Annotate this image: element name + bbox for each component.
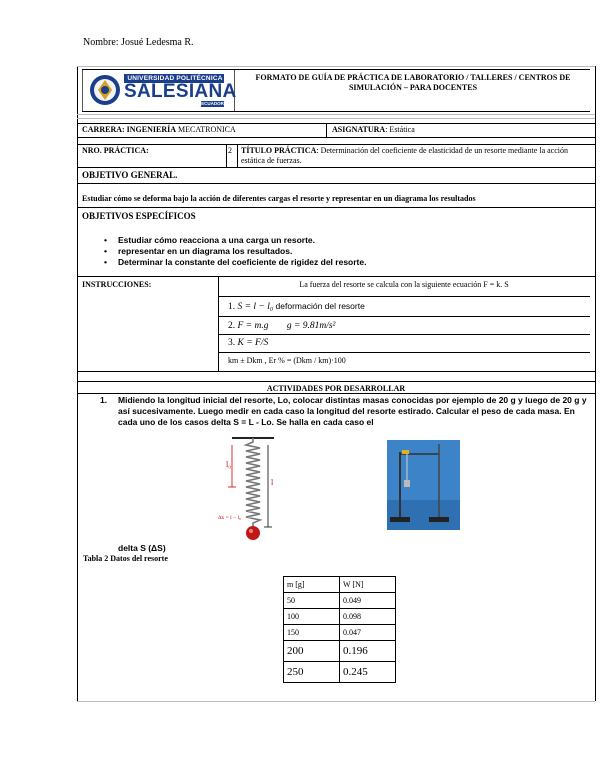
practica-top-line: [77, 144, 595, 145]
carrera-value: MECATRONICA: [176, 125, 236, 134]
carrera-top-line: [77, 123, 595, 124]
objetivos-especificos-label: OBJETIVOS ESPECÍFICOS: [82, 211, 196, 221]
titulo-practica: [241, 146, 589, 166]
actividades-top-line: [77, 381, 595, 382]
step-3-formula: K = F/S: [237, 338, 269, 348]
label-l0: l₀: [226, 460, 232, 469]
objetivo-general-label: OBJETIVO GENERAL.: [82, 170, 178, 180]
practica-bottom-line: [77, 167, 595, 168]
actividades-label: ACTIVIDADES POR DESARROLLAR: [266, 384, 406, 393]
step-1-note: deformación del resorte: [275, 301, 365, 311]
practica-divider-2: [237, 144, 238, 167]
instrucciones-bottom-line: [77, 371, 595, 372]
header-bottom-line: [82, 111, 590, 112]
nro-practica-value: 2: [228, 146, 232, 155]
step-line-4: [218, 352, 590, 353]
header-left-line: [82, 69, 83, 111]
step-3-num: 3.: [228, 338, 236, 348]
asignatura-label: ASIGNATURA: [332, 125, 386, 134]
table-cell-weight: 0.047: [340, 625, 396, 641]
step-1-formula: S = l − l₀: [237, 302, 274, 312]
objetivo-general-text: Estudiar cómo se deforma bajo la acción de diferentes cargas el resorte y representar en un diagrama los resultados: [82, 194, 476, 203]
table-row: [284, 625, 396, 641]
header-title: FORMATO DE GUÍA DE PRÁCTICA DE LABORATORIO / TALLERES / CENTROS DE SIMULACIÓN – PARA DOCENTES: [255, 73, 571, 92]
step-2-formula: F = m.g: [237, 321, 269, 331]
logo-main-text: SALESIANA: [124, 81, 237, 102]
table-cell-mass: 50: [284, 593, 340, 609]
step-line-2: [218, 316, 590, 317]
step-1-num: 1.: [228, 302, 236, 312]
outer-top-border: [77, 66, 595, 67]
lab-setup-photo: [387, 440, 460, 530]
carrera-label: CARRERA: INGENIERÍA: [82, 125, 177, 134]
titulo-label: TÍTULO PRÁCTICA: [241, 146, 317, 155]
step-line-3: [218, 334, 590, 335]
table-row: [284, 662, 396, 683]
instrucciones-intro: La fuerza del resorte se calcula con la siguiente ecuación F = k. S: [299, 280, 509, 289]
carrera-field: [82, 125, 236, 135]
table-cell-mass: 200: [284, 641, 340, 662]
table-cell-weight: 0.196: [340, 641, 396, 662]
carrera-divider: [326, 123, 327, 137]
titulo-value: : Determinación del coeficiente de elasticidad de un resorte mediante la acción estática de fuerzas.: [241, 146, 569, 165]
outer-bottom-border: [77, 701, 595, 702]
table-row: [284, 641, 396, 662]
table-caption: Tabla 2 Datos del resorte: [83, 554, 168, 563]
table-cell-mass: 100: [284, 609, 340, 625]
step-2-num: 2.: [228, 321, 236, 331]
table-row: [284, 609, 396, 625]
spring-data-table: [283, 576, 396, 683]
spring-diagram: [218, 435, 288, 545]
table-cell-weight: 0.098: [340, 609, 396, 625]
instruction-step-1: [228, 300, 365, 313]
objetivo-item: • Determinar la constante del coeficiente de rigidez del resorte.: [100, 257, 560, 268]
instrucciones-label: INSTRUCCIONES:: [82, 280, 152, 289]
table-cell-weight: 0.245: [340, 662, 396, 683]
table-row: [284, 593, 396, 609]
objetivo-general-bottom-line: [77, 207, 595, 208]
step-line-1: [218, 296, 590, 297]
actividad-number: 1.: [100, 395, 108, 405]
objetivo-item: • Estudiar cómo reacciona a una carga un resorte.: [100, 235, 560, 246]
actividades-label-line: [77, 393, 595, 394]
logo-sub-text: ECUADOR: [201, 101, 224, 106]
label-l: l: [271, 478, 274, 487]
spring-diagram-graphic: [218, 435, 288, 545]
step-2-note: g = 9.81m/s²: [286, 321, 336, 331]
table-cell-mass: 250: [284, 662, 340, 683]
table-header-weight: W [N]: [340, 577, 396, 593]
carrera-bottom-line: [77, 137, 595, 138]
instruction-step-2: [228, 320, 335, 332]
author-line: Nombre: Josué Ledesma R.: [83, 37, 194, 48]
actividad-text: Midiendo la longitud inicial del resorte, Lo, colocar distintas masas conocidas por ejemplo de 20 g y luego de 20 g y así sucesivamente. Luego medir en cada caso la longitud del resorte estirado. Calcular el peso de cada masa. En cada uno de los casos delta S = L - Lo. Se halla en cada caso el: [118, 395, 587, 427]
university-logo: [88, 72, 237, 108]
asignatura-value: : Estática: [385, 125, 415, 134]
table-header-mass: m [g]: [284, 577, 340, 593]
outer-right-border: [595, 66, 596, 701]
separator-2: [77, 118, 595, 119]
asignatura-field: [332, 125, 415, 135]
table-cell-mass: 150: [284, 625, 340, 641]
objetivos-especificos-list: [100, 235, 560, 268]
label-delta: Δx = l − l₀: [218, 515, 241, 521]
instruction-step-3: [228, 337, 268, 349]
practica-divider-1: [226, 144, 227, 167]
logo-top-text: UNIVERSIDAD POLITÉCNICA: [127, 75, 223, 82]
table-header-row: [284, 577, 396, 593]
nro-practica-label: NRO. PRÁCTICA:: [82, 146, 149, 155]
lab-setup-graphic: [387, 440, 460, 530]
actividad-continuation: delta S (ΔS): [118, 543, 166, 553]
instrucciones-divider: [218, 276, 219, 371]
table-cell-weight: 0.049: [340, 593, 396, 609]
objetivos-bottom-line: [77, 276, 595, 277]
error-formula: km ± Dkm , Er % = (Dkm / km)·100: [228, 356, 346, 365]
header-top-line: [82, 69, 590, 70]
objetivo-general-line: [77, 183, 595, 184]
separator-1: [77, 114, 595, 115]
objetivo-item: • representar en un diagrama los resultados.: [100, 246, 560, 257]
